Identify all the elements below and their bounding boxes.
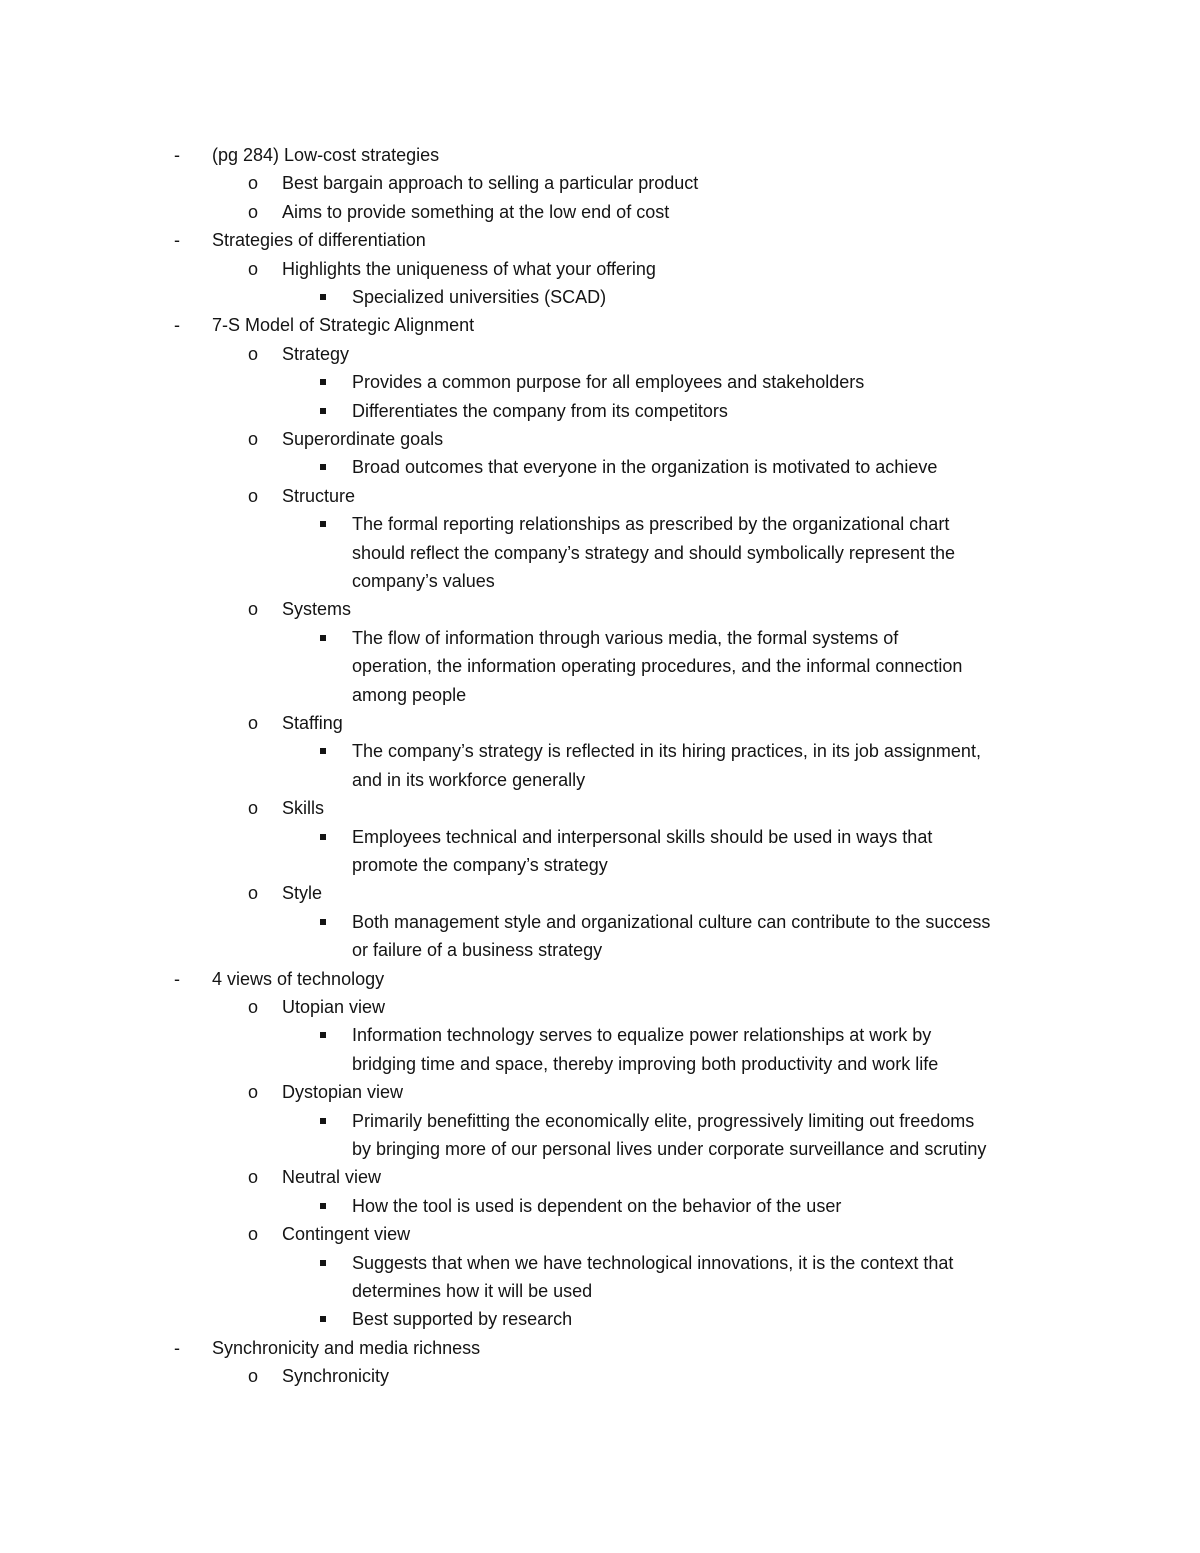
circle-bullet: o (248, 798, 259, 819)
outline-item-text: Provides a common purpose for all employees and stakeholders (352, 372, 865, 393)
outline-item-text: Contingent view (282, 1224, 411, 1245)
outline-item-text: by bringing more of our personal lives under corporate surveillance and scrutiny (352, 1139, 987, 1159)
outline-item-text: among people (352, 684, 467, 705)
outline-item-text: Superordinate goals (282, 429, 444, 449)
outline-item-text: Staffing (282, 713, 343, 733)
outline-item-level-2 (0, 737, 1200, 765)
circle-bullet: o (248, 1224, 259, 1245)
outline-item-level-2 (0, 283, 1200, 311)
outline-item-text: The flow of information through various media, the formal systems of (352, 627, 899, 648)
outline-item-level-2 (0, 1135, 1200, 1163)
square-bullet-icon (320, 521, 326, 527)
outline-item-level-1 (0, 1078, 1200, 1106)
outline-item-text: How the tool is used is dependent on the behavior of the user (352, 1195, 842, 1216)
outline-item-level-2 (0, 368, 1200, 396)
circle-bullet: o (248, 883, 259, 904)
outline-item-text: and in its workforce generally (352, 769, 586, 790)
outline-item-level-2 (0, 1192, 1200, 1220)
outline-item-text: Synchronicity and media richness (212, 1337, 481, 1358)
outline-item-level-2 (0, 567, 1200, 595)
outline-item-text: Best bargain approach to selling a particular product (282, 173, 699, 194)
square-bullet-icon (320, 408, 326, 414)
outline-item-text: promote the company’s strategy (352, 855, 608, 875)
outline-item-level-1 (0, 1163, 1200, 1191)
outline-item-level-2 (0, 539, 1200, 567)
outline-item-text: Suggests that when we have technological innovations, it is the context that (352, 1252, 954, 1273)
square-bullet-icon (320, 1260, 326, 1266)
circle-bullet: o (248, 485, 259, 506)
outline-item-text: Best supported by research (352, 1309, 573, 1330)
outline-item-level-2 (0, 510, 1200, 538)
square-bullet-icon (320, 635, 326, 641)
outline-item-level-1 (0, 993, 1200, 1021)
outline-item-level-1 (0, 1220, 1200, 1248)
outline-item-level-1 (0, 169, 1200, 197)
outline-item-text: Strategies of differentiation (212, 230, 426, 251)
outline-item-level-1 (0, 794, 1200, 822)
circle-bullet: o (248, 429, 259, 449)
outline-item-level-1 (0, 482, 1200, 510)
outline-item-text: Differentiates the company from its competitors (352, 400, 728, 421)
outline-item-text: Systems (282, 599, 352, 620)
outline-item-text: Neutral view (282, 1167, 382, 1188)
outline-item-level-0 (0, 141, 1200, 169)
circle-bullet: o (248, 1366, 259, 1387)
square-bullet-icon (320, 919, 326, 925)
outline-item-level-2 (0, 936, 1200, 964)
outline-item-text: Synchronicity (282, 1366, 390, 1387)
circle-bullet: o (248, 201, 259, 222)
outline-item-text: (pg 284) Low-cost strategies (212, 145, 440, 165)
circle-bullet: o (248, 1167, 259, 1188)
circle-bullet: o (248, 258, 259, 279)
outline-item-level-2 (0, 1050, 1200, 1078)
outline-item-text: 7-S Model of Strategic Alignment (212, 315, 475, 336)
outline-item-level-2 (0, 1277, 1200, 1305)
dash-bullet: - (174, 230, 180, 251)
outline-item-text: Information technology serves to equalize power relationships at work by (352, 1025, 932, 1046)
outline-item-level-2 (0, 766, 1200, 794)
outline-item-level-1 (0, 255, 1200, 283)
outline-item-level-1 (0, 879, 1200, 907)
outline-item-text: operation, the information operating procedures, and the informal connection (352, 656, 963, 677)
square-bullet-icon (320, 748, 326, 754)
outline-item-level-2 (0, 1107, 1200, 1135)
dash-bullet: - (174, 968, 180, 989)
outline-item-text: Highlights the uniqueness of what your offering (282, 258, 656, 279)
outline-item-text: Structure (282, 485, 356, 506)
circle-bullet: o (248, 997, 259, 1017)
circle-bullet: o (248, 599, 259, 620)
outline-item-level-2 (0, 652, 1200, 680)
square-bullet-icon (320, 294, 326, 300)
outline-item-text: 4 views of technology (212, 968, 385, 989)
outline-item-text: or failure of a business strategy (352, 940, 603, 961)
outline-item-level-1 (0, 198, 1200, 226)
outline-item-text: Specialized universities (SCAD) (352, 287, 607, 307)
outline-item-text: Aims to provide something at the low end of cost (282, 201, 670, 222)
square-bullet-icon (320, 464, 326, 470)
dash-bullet: - (174, 1337, 180, 1358)
outline-item-level-0 (0, 226, 1200, 254)
outline-item-text: Both management style and organizational culture can contribute to the success (352, 911, 991, 932)
outline-item-level-2 (0, 1249, 1200, 1277)
square-bullet-icon (320, 834, 326, 840)
outline-item-level-2 (0, 453, 1200, 481)
square-bullet-icon (320, 1032, 326, 1038)
outline-item-text: The formal reporting relationships as prescribed by the organizational chart (352, 514, 950, 535)
outline-item-level-1 (0, 340, 1200, 368)
outline-item-level-2 (0, 1021, 1200, 1049)
outline-item-level-2 (0, 908, 1200, 936)
outline-item-level-1 (0, 1362, 1200, 1390)
outline-item-level-2 (0, 1305, 1200, 1333)
outline-item-level-2 (0, 624, 1200, 652)
outline-item-text: Strategy (282, 343, 350, 364)
outline-item-level-0 (0, 1334, 1200, 1362)
dash-bullet: - (174, 315, 180, 336)
outline-item-text: Primarily benefitting the economically elite, progressively limiting out freedoms (352, 1110, 975, 1131)
outline-item-text: should reflect the company’s strategy and should symbolically represent the (352, 542, 955, 563)
outline-item-level-0 (0, 311, 1200, 339)
outline-item-level-1 (0, 425, 1200, 453)
outline-item-text: The company’s strategy is reflected in its hiring practices, in its job assignment, (352, 741, 981, 762)
outline-item-text: determines how it will be used (352, 1281, 593, 1301)
outline-item-text: Dystopian view (282, 1082, 404, 1103)
circle-bullet: o (248, 343, 259, 364)
outline-item-level-2 (0, 823, 1200, 851)
outline-item-level-0 (0, 965, 1200, 993)
square-bullet-icon (320, 1316, 326, 1322)
outline-item-text: Style (282, 883, 323, 904)
outline-item-level-2 (0, 851, 1200, 879)
outline-item-level-2 (0, 681, 1200, 709)
outline-item-text: Utopian view (282, 997, 386, 1017)
circle-bullet: o (248, 1082, 259, 1103)
square-bullet-icon (320, 379, 326, 385)
outline-item-text: Broad outcomes that everyone in the organization is motivated to achieve (352, 457, 938, 478)
outline-item-level-2 (0, 397, 1200, 425)
outline-item-text: company’s values (352, 571, 495, 591)
square-bullet-icon (320, 1118, 326, 1124)
square-bullet-icon (320, 1203, 326, 1209)
outline-item-level-1 (0, 595, 1200, 623)
outline-item-text: Employees technical and interpersonal skills should be used in ways that (352, 826, 933, 847)
outline-item-level-1 (0, 709, 1200, 737)
circle-bullet: o (248, 713, 259, 733)
outline-item-text: bridging time and space, thereby improving both productivity and work life (352, 1053, 939, 1074)
outline-item-text: Skills (282, 798, 325, 819)
dash-bullet: - (174, 145, 180, 165)
circle-bullet: o (248, 173, 259, 194)
